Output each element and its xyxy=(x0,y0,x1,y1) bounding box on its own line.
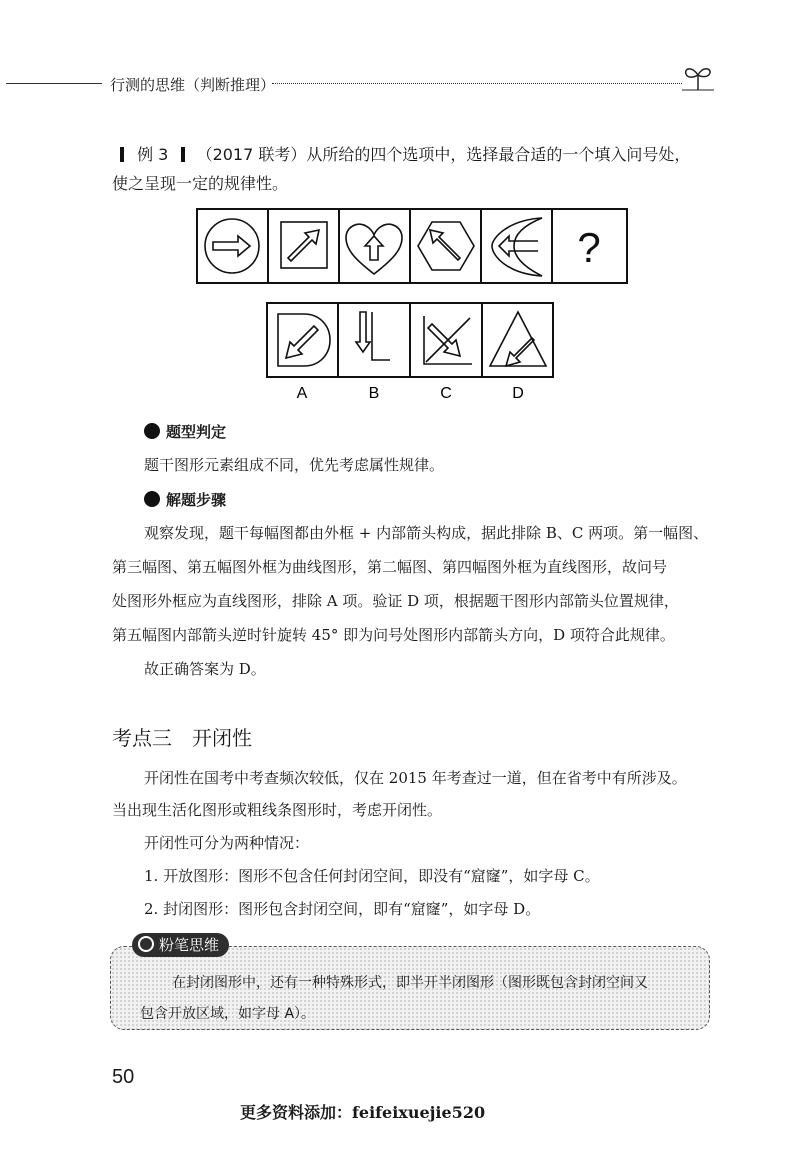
kaodian-heading: 考点三 开闭性 xyxy=(112,726,252,750)
section-type-text: 题干图形元素组成不同，优先考虑属性规律。 xyxy=(144,456,445,474)
page-number: 50 xyxy=(112,1066,135,1088)
steps-line-3: 处图形外框应为直线图形，排除 A 项。验证 D 项，根据题干图形内部箭头位置规律， xyxy=(112,592,679,610)
question-line-2: 使之呈现一定的规律性。 xyxy=(112,174,289,193)
options-figure-row xyxy=(266,302,556,402)
footer-note: 更多资料添加：feifeixuejie520 xyxy=(240,1103,486,1122)
kaodian-para-line-1: 开闭性在国考中考查频次较低，仅在 2015 年考查过一道，但在省考中有所涉及。 xyxy=(144,769,687,787)
note-label: 粉笔思维 xyxy=(159,936,220,954)
header-rule-left xyxy=(6,83,102,84)
section-steps-heading xyxy=(144,489,226,510)
steps-line-2: 第三幅图、第五幅图外框为曲线图形，第二幅图、第四幅图外框为直线图形，故问号 xyxy=(112,558,668,576)
question-mark: ? xyxy=(577,224,601,271)
running-header-title: 行测的思维（判断推理） xyxy=(110,76,276,94)
example-tag: 例 3 xyxy=(137,145,169,164)
question-figure-row xyxy=(196,208,628,284)
option-label-c: C xyxy=(440,385,452,402)
answer-line: 故正确答案为 D。 xyxy=(144,660,266,678)
kaodian-para-line-2: 当出现生活化图形或粗线条图形时，考虑开闭性。 xyxy=(112,801,443,819)
kaodian-item-2: 2. 封闭图形：图形包含封闭空间，即有“窟窿”，如字母 D。 xyxy=(144,900,541,918)
section-type-title: 题型判定 xyxy=(166,423,227,441)
section-steps-title: 解题步骤 xyxy=(166,491,227,509)
note-label-pill xyxy=(132,933,229,957)
kaodian-intro: 开闭性可分为两种情况： xyxy=(144,834,310,852)
prohibit-icon xyxy=(138,936,154,952)
question-line-1: （2017 联考）从所给的四个选项中，选择最合适的一个填入问号处， xyxy=(196,145,691,164)
option-label-d: D xyxy=(512,385,524,402)
option-label-a: A xyxy=(296,385,308,402)
tag-bar-right xyxy=(181,147,185,162)
sprout-icon xyxy=(680,62,716,92)
steps-line-1: 观察发现，题干每幅图都由外框 + 内部箭头构成，据此排除 B、C 两项。第一幅图、 xyxy=(144,524,709,542)
note-line-2: 包含开放区域，如字母 A）。 xyxy=(140,1006,316,1022)
steps-line-4: 第五幅图内部箭头逆时针旋转 45° 即为问号处图形内部箭头方向，D 项符合此规律。 xyxy=(112,626,675,644)
header-rule-right xyxy=(272,83,682,84)
example-question xyxy=(120,142,690,165)
pencil-icon xyxy=(144,491,160,507)
kaodian-item-1: 1. 开放图形：图形不包含任何封闭空间，即没有“窟窿”，如字母 C。 xyxy=(144,867,600,885)
tag-bar-left xyxy=(120,147,124,162)
note-line-1: 在封闭图形中，还有一种特殊形式，即半开半闭图形（图形既包含封闭空间又 xyxy=(172,975,648,991)
section-type-heading xyxy=(144,421,226,442)
gear-icon xyxy=(144,423,160,439)
option-label-b: B xyxy=(368,385,380,402)
